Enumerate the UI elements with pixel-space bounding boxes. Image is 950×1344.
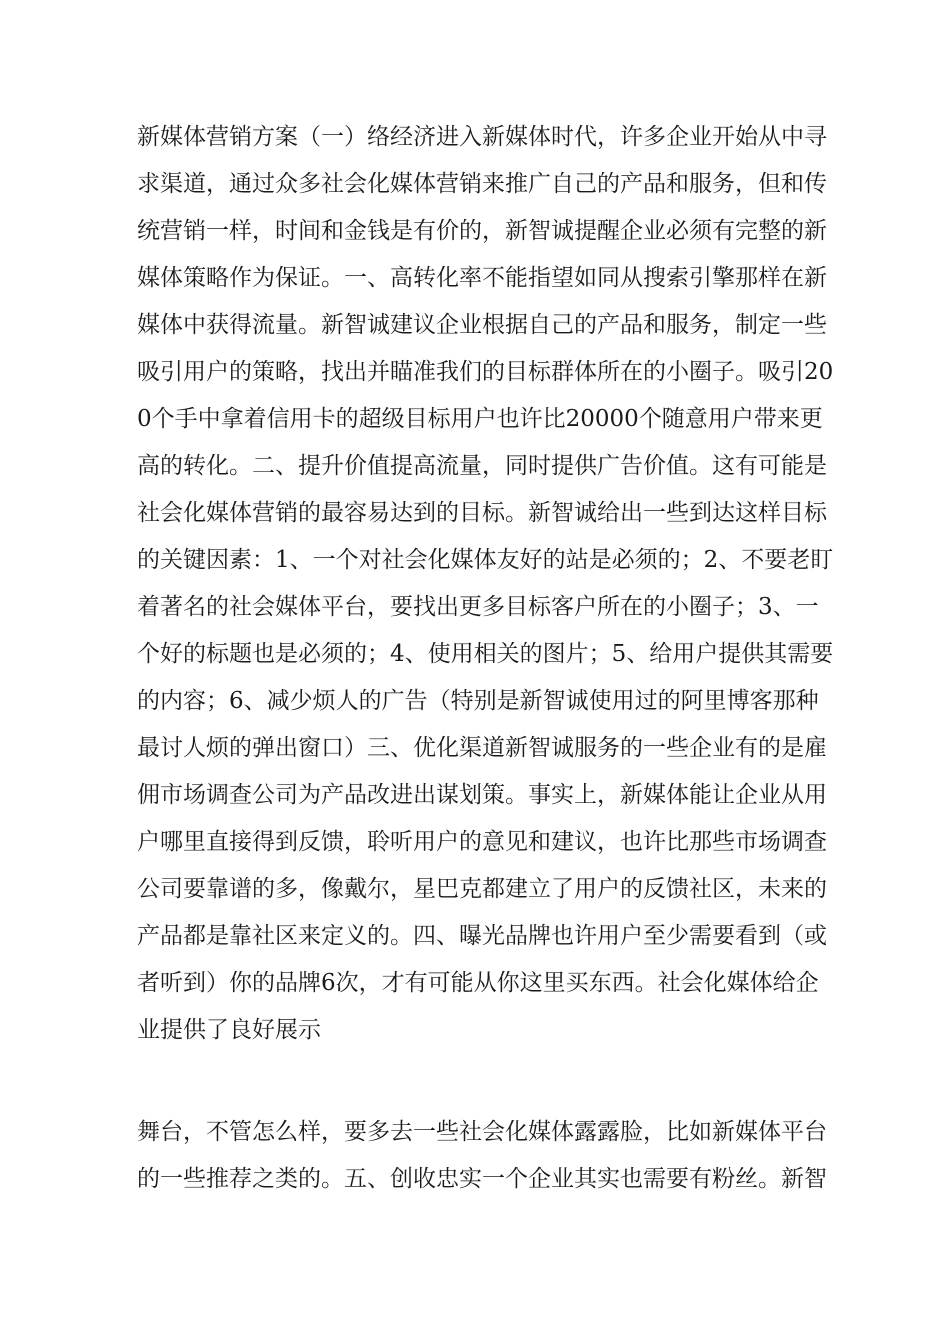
text-line: 佣市场调查公司为产品改进出谋划策。事实上，新媒体能让企业从用	[137, 782, 827, 808]
text-line: 公司要靠谱的多，像戴尔，星巴克都建立了用户的反馈社区，未来的	[137, 876, 827, 902]
body-text-block-2	[137, 1109, 837, 1203]
text-line: 着著名的社会媒体平台，要找出更多目标客户所在的小圈子；3、一	[137, 594, 819, 620]
text-line: 统营销一样，时间和金钱是有价的，新智诚提醒企业必须有完整的新	[137, 218, 827, 244]
text-line: 的关键因素：1、一个对社会化媒体友好的站是必须的；2、不要老盯	[137, 547, 834, 573]
text-line: 最讨人烦的弹出窗口）三、优化渠道新智诚服务的一些企业有的是雇	[137, 735, 827, 761]
text-line: 业提供了良好展示	[137, 1017, 321, 1043]
text-line: 户哪里直接得到反馈，聆听用户的意见和建议，也许比那些市场调查	[137, 829, 827, 855]
text-line: 高的转化。二、提升价值提高流量，同时提供广告价值。这有可能是	[137, 453, 827, 479]
text-line: 媒体策略作为保证。一、高转化率不能指望如同从搜索引擎那样在新	[137, 265, 827, 291]
text-line: 求渠道，通过众多社会化媒体营销来推广自己的产品和服务，但和传	[137, 171, 827, 197]
text-line: 舞台，不管怎么样，要多去一些社会化媒体露露脸，比如新媒体平台	[137, 1119, 827, 1145]
text-line: 社会化媒体营销的最容易达到的目标。新智诚给出一些到达这样目标	[137, 500, 827, 526]
text-line: 媒体中获得流量。新智诚建议企业根据自己的产品和服务，制定一些	[137, 312, 827, 338]
body-text-block-1	[137, 114, 837, 1054]
text-line: 0个手中拿着信用卡的超级目标用户也许比20000个随意用户带来更	[137, 406, 823, 432]
text-line: 的内容；6、减少烦人的广告（特别是新智诚使用过的阿里博客那种	[137, 688, 819, 714]
text-line: 新媒体营销方案（一）络经济进入新媒体时代，许多企业开始从中寻	[137, 124, 827, 150]
text-line: 产品都是靠社区来定义的。四、曝光品牌也许用户至少需要看到（或	[137, 923, 827, 949]
text-line: 个好的标题也是必须的；4、使用相关的图片；5、给用户提供其需要	[137, 641, 834, 667]
text-line: 者听到）你的品牌6次，才有可能从你这里买东西。社会化媒体给企	[137, 970, 819, 996]
text-line: 的一些推荐之类的。五、创收忠实一个企业其实也需要有粉丝。新智	[137, 1166, 827, 1192]
text-line: 吸引用户的策略，找出并瞄准我们的目标群体所在的小圈子。吸引20	[137, 359, 834, 385]
